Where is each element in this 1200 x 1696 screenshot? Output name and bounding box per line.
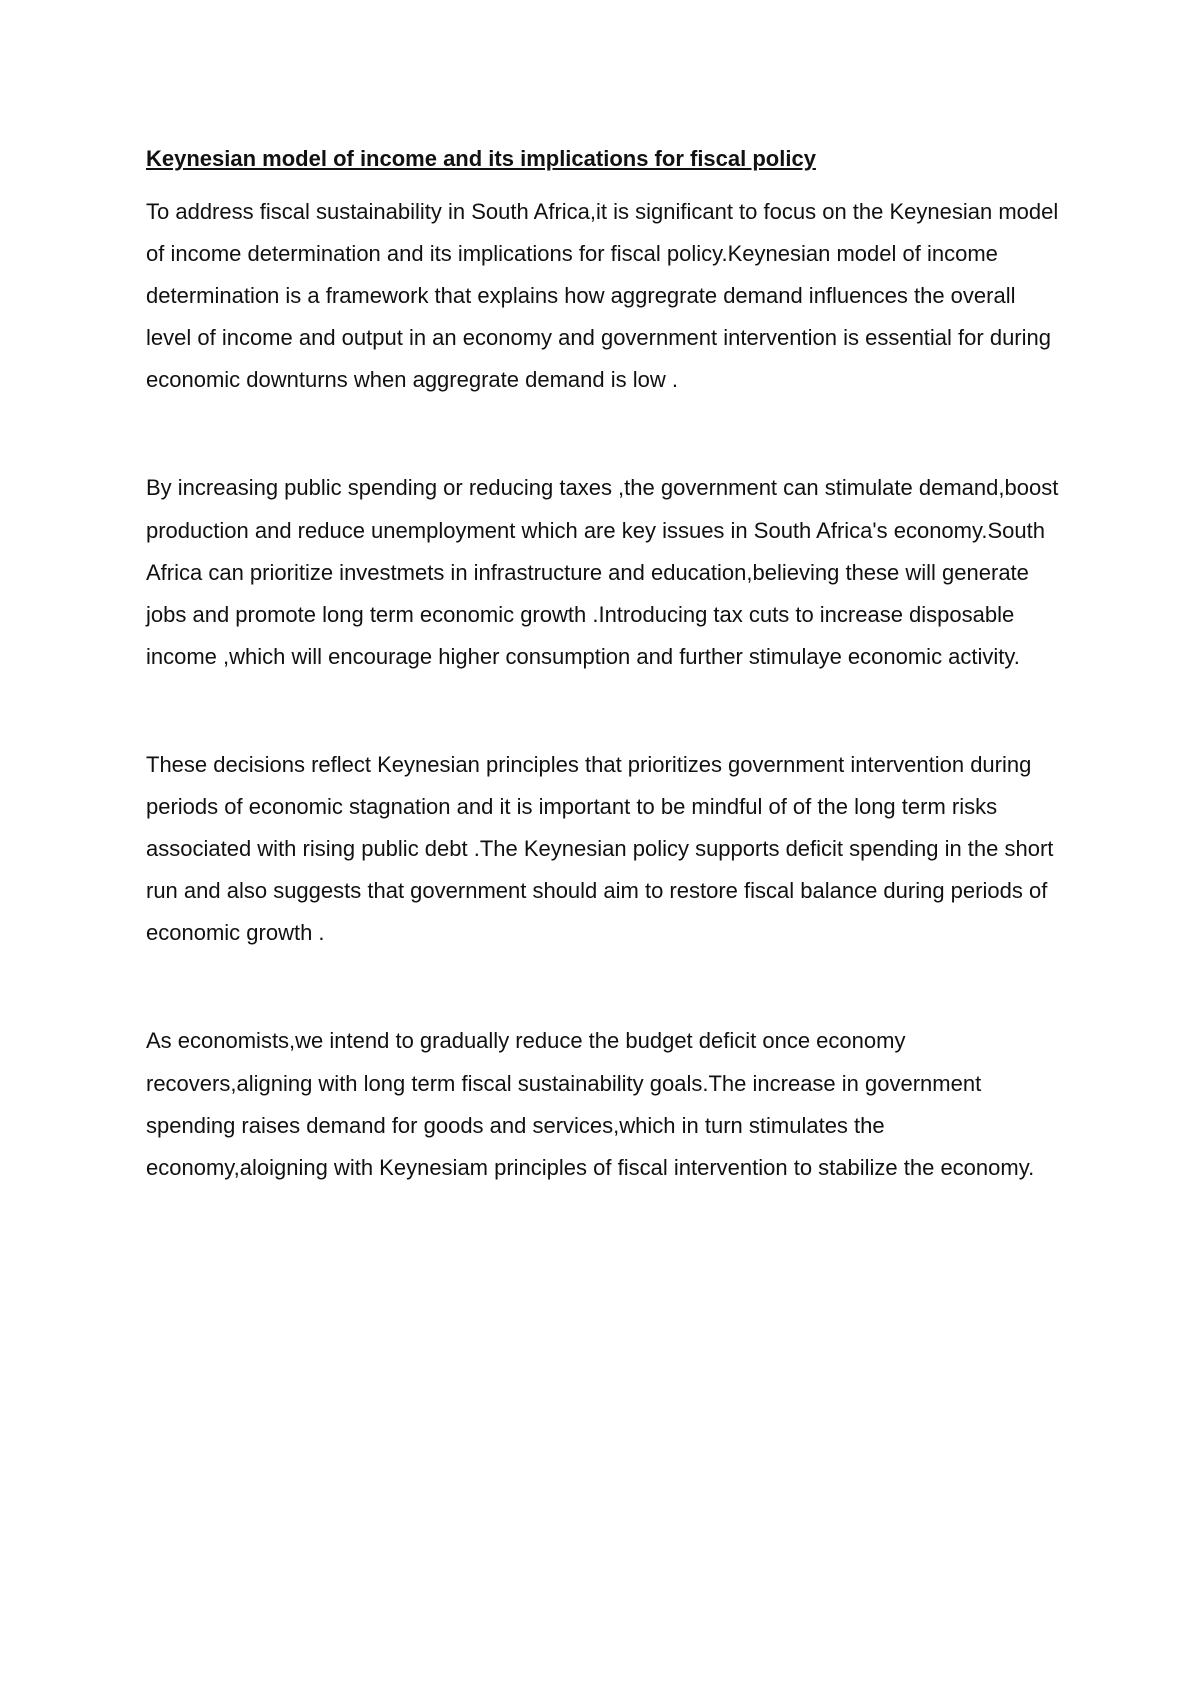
document-body (146, 143, 1066, 1189)
paragraph-intro: To address fiscal sustainability in South Africa,it is significant to focus on the Keynesian model of income determination and its implications for fiscal policy.Keynesian model of income determination is a framework that explains how aggregrate demand influences the overall level of income and output in an economy and government intervention is essential for during economic downturns when aggregrate demand is low . (146, 199, 1059, 393)
paragraph-economists: As economists,we intend to gradually reduce the budget deficit once economy recovers,aligning with long term fiscal sustainability goals.The increase in government spending raises demand for goods and services,which in turn stimulates the economy,aloigning with Keynesiam principles of fiscal intervention to stabilize the economy. (146, 1028, 1035, 1180)
paragraph-keynesian-principles: These decisions reflect Keynesian principles that prioritizes government intervention during periods of economic stagnation and it is important to be mindful of of the long term risks associated with rising public debt .The Keynesian policy supports deficit spending in the short run and also suggests that government should aim to restore fiscal balance during periods of economic growth . (146, 751, 1054, 946)
document-title: Keynesian model of income and its implications for fiscal policy (146, 146, 816, 171)
paragraph-public-spending: By increasing public spending or reducing taxes ,the government can stimulate demand,boost production and reduce unemployment which are key issues in South Africa's economy.South Africa can prioritize investmets in infrastructure and education,believing these will generate jobs and promote long term economic growth .Introducing tax cuts to increase disposable income ,which will encourage higher consumption and further stimulaye economic activity. (146, 475, 1059, 669)
